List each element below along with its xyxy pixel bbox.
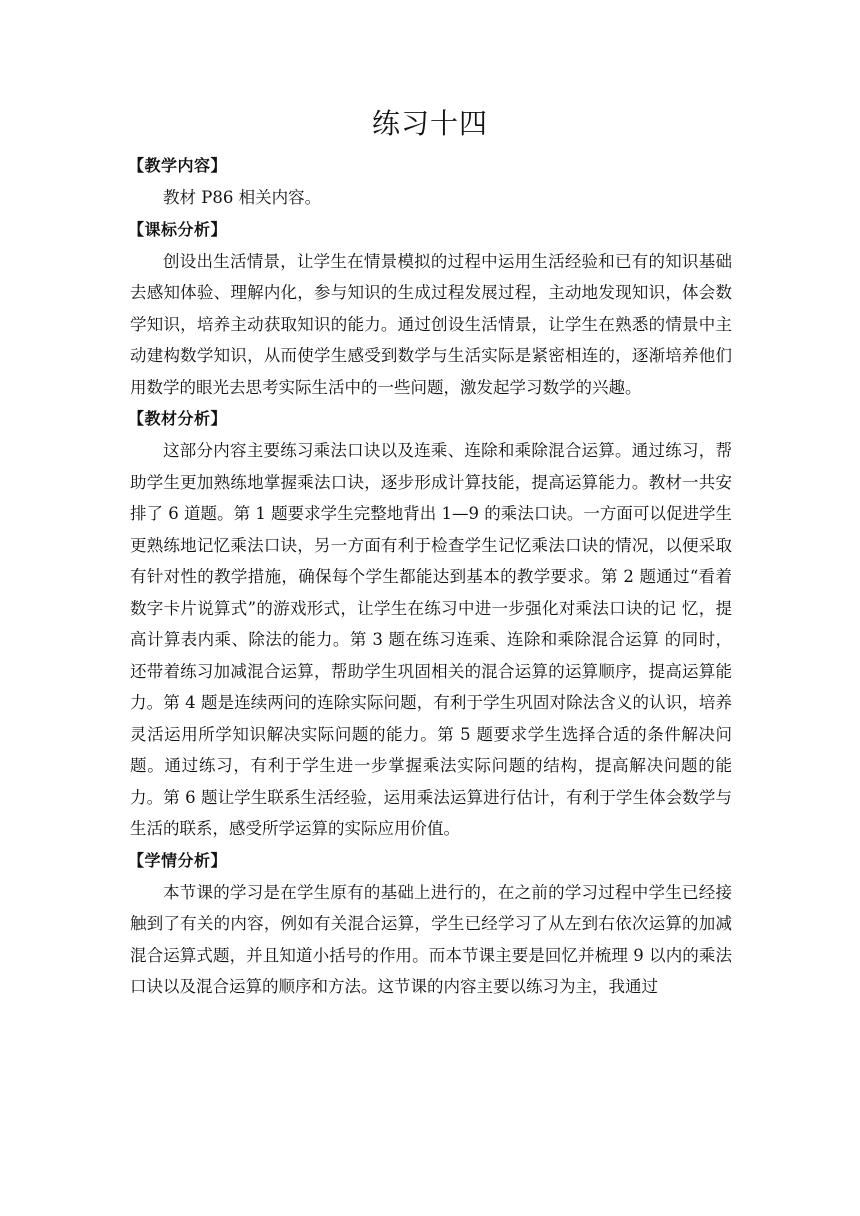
section-text-textbook-analysis: 这部分内容主要练习乘法口诀以及连乘、连除和乘除混合运算。通过练习，帮助学生更加熟练地掌握乘法口诀，逐步形成计算技能，提高运算能力。教材一共安排了 6 道题。第 1 题要求学生完整地背出 1—9 的乘法口诀。一方面可以促进学生更熟练地记忆乘法口诀，另一方面有利于检查学生记忆乘法口诀的情况，以便采取有针对性的教学措施，确保每个学生都能达到基本的教学要求。第 2 题通过“看着数字卡片说算式”的游戏形式，让学生在练习中进一步强化对乘法口诀的记 忆，提高计算表内乘、除法的能力。第 3 题在练习连乘、连除和乘除混合运算 的同时，还带着练习加减混合运算，帮助学生巩固相关的混合运算的运算顺序，提高运算能力。第 4 题是连续两问的连除实际问题，有利于学生巩固对除法含义的认识，培养灵活运用所学知识解决实际问题的能力。第 5 题要求学生选择合适的条件解决问题。通过练习，有利于学生进一步掌握乘法实际问题的结构，提高解决问题的能力。第 6 题让学生联系生活经验，运用乘法运算进行估计，有利于学生体会数学与生活的联系，感受所学运算的实际应用价值。 (130, 441, 732, 838)
section-heading-student-analysis: 【学情分析】 (128, 850, 228, 870)
section-text-curriculum-analysis: 创设出生活情景，让学生在情景模拟的过程中运用生活经验和已有的知识基础去感知体验、理解内化，参与知识的生成过程发展过程，主动地发现知识，体会数学知识，培养主动获取知识的能力。通过创设生活情景，让学生在熟悉的情景中主动建构数学知识，从而使学生感受到数学与生活实际是紧密相连的，逐渐培养他们用数学的眼光去思考实际生活中的一些问题，激发起学习数学的兴趣。 (130, 251, 732, 397)
document-body (130, 150, 732, 1003)
section-heading-textbook-analysis: 【教材分析】 (128, 409, 228, 428)
section-heading-curriculum-analysis: 【课标分析】 (128, 219, 228, 239)
section-text-teaching-content: 教材 P86 相关内容。 (163, 188, 322, 207)
section-heading-teaching-content: 【教学内容】 (128, 156, 228, 175)
page-title: 练习十四 (371, 107, 488, 140)
section-text-student-analysis: 本节课的学习是在学生原有的基础上进行的，在之前的学习过程中学生已经接触到了有关的内容，例如有关混合运算，学生已经学习了从左到右依次运算的加减混合运算式题，并且知道小括号的作用。而本节课主要是回忆并梳理 9 以内的乘法口诀以及混合运算的顺序和方法。这节课的内容主要以练习为主，我通过 (130, 882, 732, 996)
